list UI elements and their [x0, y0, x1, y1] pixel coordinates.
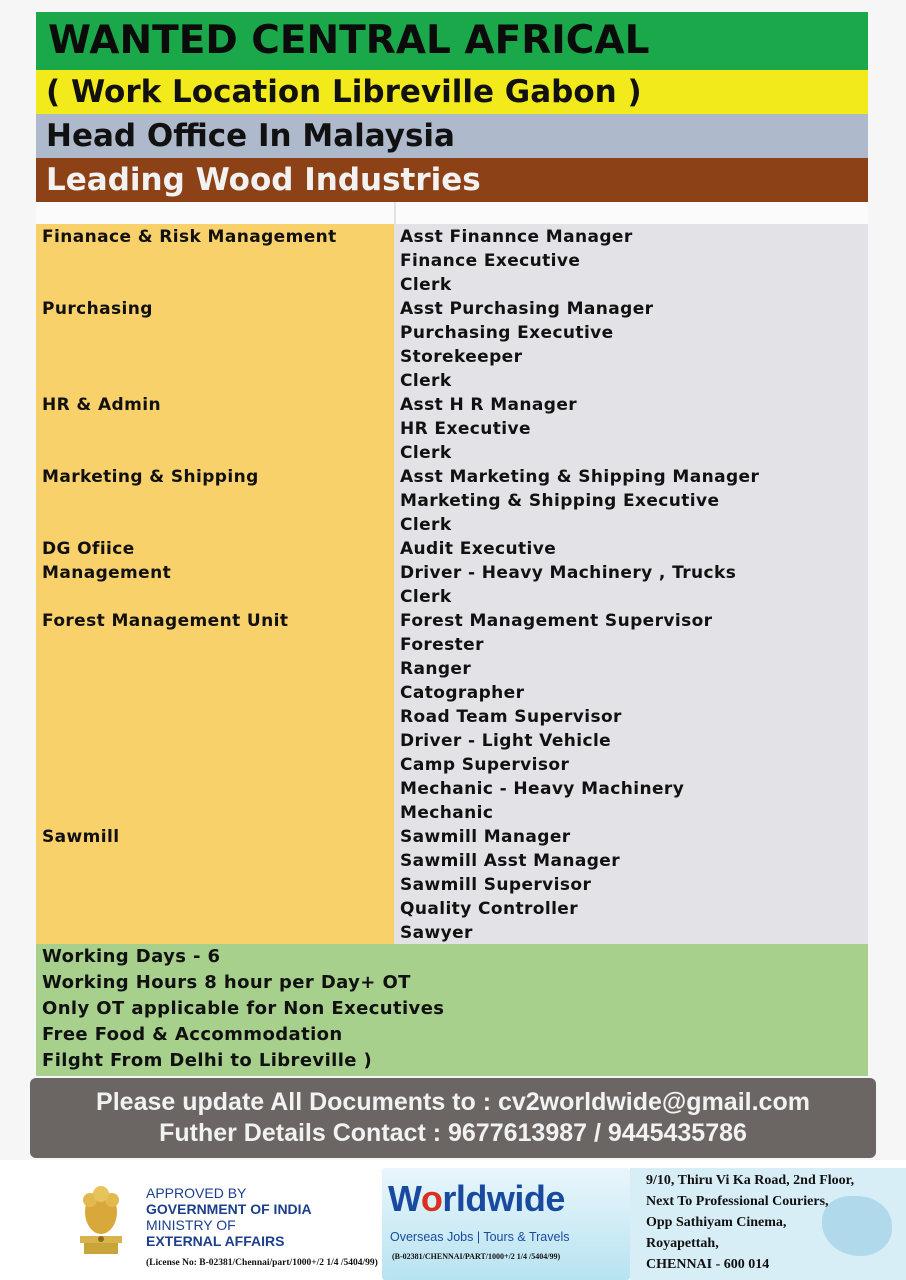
approval-line: MINISTRY OF: [146, 1217, 236, 1233]
benefit-item: Filght From Delhi to Libreville ): [42, 1050, 373, 1071]
role-item: Ranger: [400, 659, 472, 679]
role-item: Mechanic - Heavy Machinery: [400, 779, 685, 799]
role-item: Asst Marketing & Shipping Manager: [400, 467, 760, 487]
office-address: [630, 1168, 906, 1280]
department-label: Forest Management Unit: [42, 611, 289, 631]
table-header-spacer: [36, 202, 868, 224]
role-item: Camp Supervisor: [400, 755, 570, 775]
role-item: Audit Executive: [400, 539, 557, 559]
national-emblem-icon: [76, 1182, 126, 1258]
address-line: Royapettah,: [646, 1236, 719, 1251]
role-item: Storekeeper: [400, 347, 523, 367]
department-label: Purchasing: [42, 299, 153, 319]
department-label: DG Ofiice: [42, 539, 135, 559]
role-item: Clerk: [400, 515, 452, 535]
logo-globe-letter: o: [420, 1178, 443, 1219]
role-item: Clerk: [400, 443, 452, 463]
benefit-item: Only OT applicable for Non Executives: [42, 998, 445, 1019]
role-item: Asst H R Manager: [400, 395, 578, 415]
approval-license: (License No: B-02381/Chennai/part/1000+/2 1/4 /5404/99): [146, 1258, 378, 1268]
address-line: 9/10, Thiru Vi Ka Road, 2nd Floor,: [646, 1173, 855, 1188]
role-item: Marketing & Shipping Executive: [400, 491, 720, 511]
benefit-item: Working Hours 8 hour per Day+ OT: [42, 972, 411, 993]
role-item: Forest Management Supervisor: [400, 611, 713, 631]
role-item: Catographer: [400, 683, 525, 703]
department-label: Finanace & Risk Management: [42, 227, 337, 247]
role-item: Quality Controller: [400, 899, 579, 919]
location-banner: ( Work Location Libreville Gabon ): [36, 70, 868, 114]
role-item: Clerk: [400, 587, 452, 607]
role-item: Sawyer: [400, 923, 473, 943]
worldwide-tagline: Overseas Jobs | Tours & Travels: [390, 1230, 570, 1244]
role-item: Driver - Light Vehicle: [400, 731, 612, 751]
role-item: Finance Executive: [400, 251, 581, 271]
government-approval: [146, 1185, 378, 1271]
benefit-item: Working Days - 6: [42, 946, 221, 967]
approval-line: APPROVED BY: [146, 1185, 247, 1201]
role-item: Purchasing Executive: [400, 323, 614, 343]
head-office-banner: Head Office In Malaysia: [36, 114, 868, 158]
contact-email-line: Please update All Documents to : cv2worldwide@gmail.com: [96, 1088, 810, 1116]
column-divider: [394, 202, 396, 224]
worldwide-logo: [388, 1178, 565, 1220]
benefits-box: [36, 944, 868, 1076]
department-label: HR & Admin: [42, 395, 161, 415]
logo-letter: W: [388, 1178, 421, 1219]
role-column: [394, 224, 868, 944]
role-item: Forester: [400, 635, 484, 655]
footer: [0, 1160, 906, 1280]
role-item: Clerk: [400, 275, 452, 295]
department-label: Marketing & Shipping: [42, 467, 259, 487]
role-item: Sawmill Asst Manager: [400, 851, 621, 871]
role-item: Sawmill Supervisor: [400, 875, 592, 895]
address-line: Next To Professional Couriers,: [646, 1194, 829, 1209]
role-item: Asst Finannce Manager: [400, 227, 633, 247]
department-label: Management: [42, 563, 172, 583]
role-item: Mechanic: [400, 803, 494, 823]
logo-letters: rldwide: [442, 1178, 565, 1219]
role-item: Sawmill Manager: [400, 827, 571, 847]
role-item: HR Executive: [400, 419, 531, 439]
department-label: Sawmill: [42, 827, 120, 847]
worldwide-license: (B-02381/CHENNAI/PART/1000+/2 1/4 /5404/99): [392, 1252, 561, 1261]
role-item: Road Team Supervisor: [400, 707, 622, 727]
benefit-item: Free Food & Accommodation: [42, 1024, 343, 1045]
approval-line: EXTERNAL AFFAIRS: [146, 1233, 285, 1249]
department-column: [36, 224, 394, 944]
role-item: Clerk: [400, 371, 452, 391]
role-item: Driver - Heavy Machinery , Trucks: [400, 563, 737, 583]
role-item: Asst Purchasing Manager: [400, 299, 654, 319]
address-line: CHENNAI - 600 014: [646, 1257, 770, 1272]
company-banner: Leading Wood Industries: [36, 158, 868, 202]
title-banner: WANTED CENTRAL AFRICAL: [36, 12, 868, 70]
contact-phone-line: Futher Details Contact : 9677613987 / 9445435786: [159, 1119, 747, 1147]
contact-box: [30, 1078, 876, 1158]
approval-line: GOVERNMENT OF INDIA: [146, 1201, 312, 1217]
worldwide-logo-panel: [382, 1168, 630, 1280]
address-line: Opp Sathiyam Cinema,: [646, 1215, 787, 1230]
